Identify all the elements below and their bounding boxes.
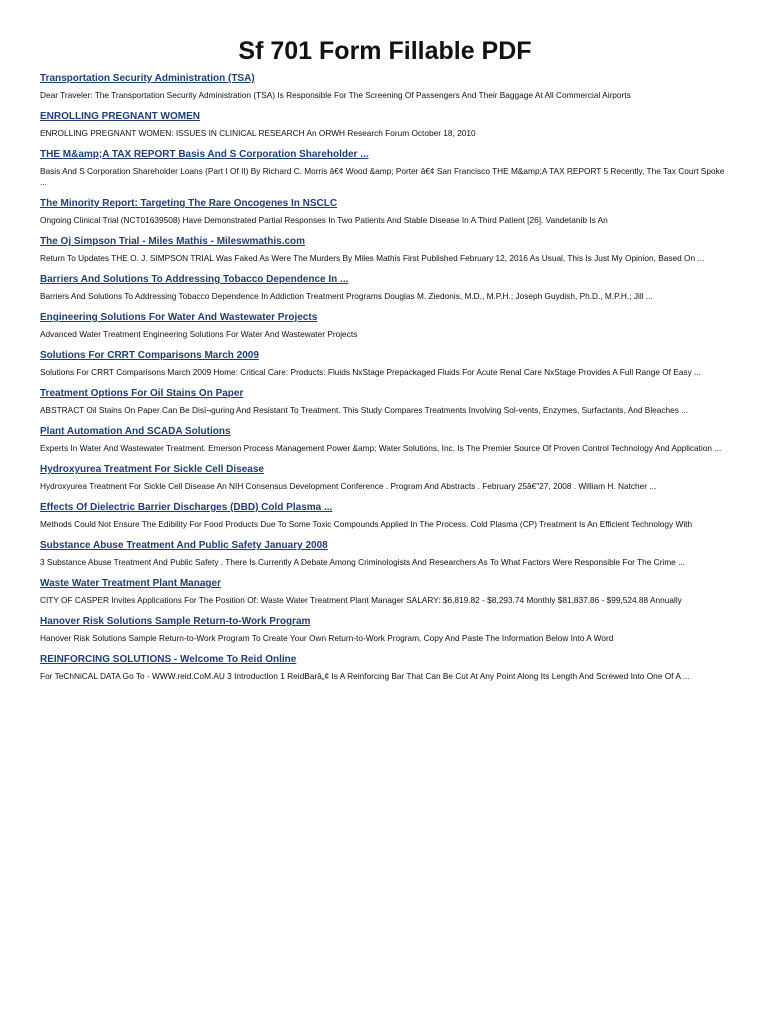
result-item — [40, 72, 730, 101]
result-title-link[interactable]: The Oj Simpson Trial - Miles Mathis - Mileswmathis.com — [40, 236, 306, 247]
result-title-link[interactable]: Plant Automation And SCADA Solutions — [40, 426, 231, 437]
result-snippet: ABSTRACT Oil Stains On Paper Can Be Disï¬guring And Resistant To Treatment. This Study Compares Treatments Involving Sol-vents, Enzymes, Surfactants, And Bleaches ... — [40, 405, 689, 415]
result-snippet: Advanced Water Treatment Engineering Solutions For Water And Wastewater Projects — [40, 329, 358, 339]
result-snippet: Hanover Risk Solutions Sample Return-to-Work Program To Create Your Own Return-to-Work Program, Copy And Paste The Information Below Into A Word — [40, 633, 614, 643]
result-title-link[interactable]: Effects Of Dielectric Barrier Discharges (DBD) Cold Plasma ... — [40, 502, 333, 513]
result-title-link[interactable]: Solutions For CRRT Comparisons March 2009 — [40, 350, 259, 361]
result-title-link[interactable]: Hanover Risk Solutions Sample Return-to-Work Program — [40, 616, 311, 627]
result-item — [40, 463, 730, 492]
result-title-link[interactable]: Substance Abuse Treatment And Public Safety January 2008 — [40, 540, 328, 551]
result-snippet: Return To Updates THE O. J. SIMPSON TRIAL Was Faked As Were The Murders By Miles Mathis First Published February 12, 2016 As Usual, This Is Just My Opinion, Based On ... — [40, 253, 705, 263]
result-item — [40, 110, 730, 139]
result-title-link[interactable]: Barriers And Solutions To Addressing Tobacco Dependence In ... — [40, 274, 349, 285]
result-snippet: Basis And S Corporation Shareholder Loans (Part I Of II) By Richard C. Morris â€¢ Wood &amp; Porter â€¢ San Francisco THE M&amp;A TAX REPORT 5 Recently, The Tax Court Spoke ... — [40, 166, 725, 187]
result-snippet: For TeChNiCAL DATA Go To - WWW.reid.CoM.AU 3 IntroductIon 1 ReidBarâ„¢ Is A Reinforcing Bar That Can Be Cut At Any Point Along Its Length And Screwed Into One Of A ... — [40, 671, 690, 681]
result-item — [40, 311, 730, 340]
result-title-link[interactable]: Treatment Options For Oil Stains On Paper — [40, 388, 244, 399]
result-title-link[interactable]: ENROLLING PREGNANT WOMEN — [40, 111, 200, 122]
result-item — [40, 577, 730, 606]
result-item — [40, 615, 730, 644]
result-item — [40, 148, 730, 188]
result-title-link[interactable]: Waste Water Treatment Plant Manager — [40, 578, 221, 589]
result-snippet: Ongoing Clinical Trial (NCT01639508) Have Demonstrated Partial Responses In Two Patients And Stable Disease In A Third Patient [26]. Vandetanib Is An — [40, 215, 608, 225]
result-title-link[interactable]: Transportation Security Administration (TSA) — [40, 73, 255, 84]
result-item — [40, 273, 730, 302]
result-title-link[interactable]: Hydroxyurea Treatment For Sickle Cell Disease — [40, 464, 264, 475]
result-item — [40, 197, 730, 226]
result-snippet: ENROLLING PREGNANT WOMEN: ISSUES IN CLINICAL RESEARCH An ORWH Research Forum October 18, 2010 — [40, 128, 476, 138]
result-snippet: Methods Could Not Ensure The Edibility For Food Products Due To Some Toxic Compounds Applied In The Process. Cold Plasma (CP) Treatment Is An Efficient Technology With — [40, 519, 693, 529]
result-item — [40, 653, 730, 682]
result-snippet: 3 Substance Abuse Treatment And Public Safety . There Is Currently A Debate Among Criminologists And Researchers As To What Factors Were Responsible For The Crime ... — [40, 557, 686, 567]
page-title: Sf 701 Form Fillable PDF — [238, 37, 532, 65]
result-title-link[interactable]: The Minority Report: Targeting The Rare Oncogenes In NSCLC — [40, 198, 338, 209]
result-item — [40, 235, 730, 264]
result-snippet: Hydroxyurea Treatment For Sickle Cell Disease An NIH Consensus Development Conference . Program And Abstracts . February 25â€"27, 2008 . William H. Natcher ... — [40, 481, 657, 491]
result-title-link[interactable]: THE M&amp;A TAX REPORT Basis And S Corporation Shareholder ... — [40, 149, 369, 160]
result-snippet: Solutions For CRRT Comparisons March 2009 Home: Critical Care: Products: Fluids NxStage Prepackaged Fluids For Acute Renal Care NxStage Provides A Full Range Of Easy ... — [40, 367, 701, 377]
result-snippet: Experts In Water And Wastewater Treatment. Emerson Process Management Power &amp; Water Solutions, Inc. Is The Premier Source Of Proven Control Technology And Application ... — [40, 443, 722, 453]
result-item — [40, 349, 730, 378]
result-item — [40, 425, 730, 454]
result-item — [40, 501, 730, 530]
result-item — [40, 539, 730, 568]
result-title-link[interactable]: Engineering Solutions For Water And Wastewater Projects — [40, 312, 318, 323]
result-snippet: CITY OF CASPER Invites Applications For The Position Of: Waste Water Treatment Plant Manager SALARY: $6,819.82 - $8,293.74 Monthly $81,837.86 - $99,524.88 Annually — [40, 595, 682, 605]
result-item — [40, 387, 730, 416]
result-title-link[interactable]: REINFORCING SOLUTIONS - Welcome To Reid Online — [40, 654, 297, 665]
result-snippet: Barriers And Solutions To Addressing Tobacco Dependence In Addiction Treatment Programs Douglas M. Ziedonis, M.D., M.P.H.; Joseph Guydish, Ph.D., M.P.H.; Jill ... — [40, 291, 653, 301]
result-snippet: Dear Traveler: The Transportation Security Administration (TSA) Is Responsible For The Screening Of Passengers And Their Baggage At All Commercial Airports — [40, 90, 631, 100]
